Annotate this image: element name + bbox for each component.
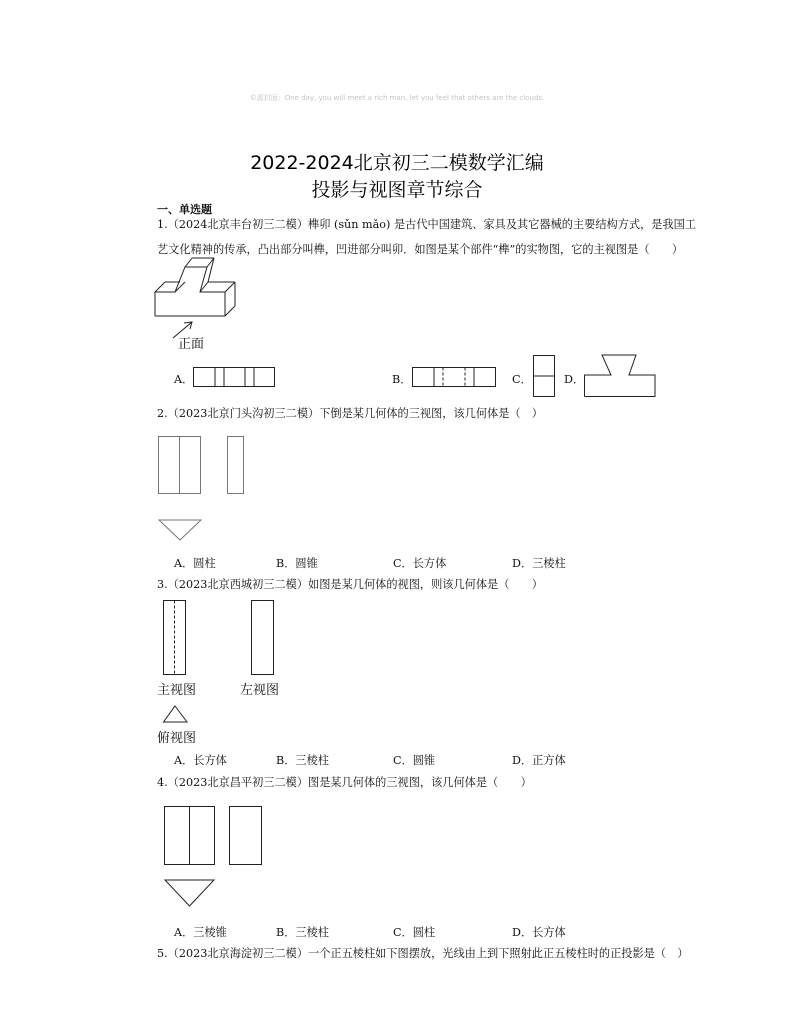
section-heading: 一、单选题 xyxy=(157,203,212,216)
q2-option-c: C．长方体 xyxy=(393,557,447,570)
q1-option-c-label: C． xyxy=(512,373,532,386)
page-title: 2022-2024北京初三二模数学汇编 xyxy=(250,152,544,174)
q2-top-view xyxy=(158,519,204,543)
q3-option-a: A．长方体 xyxy=(174,754,227,767)
q2-option-b: B．圆锥 xyxy=(276,557,318,570)
question-1-text-line2: 艺文化精神的传承，凸出部分叫榫，凹进部分叫卯．如图是某个部件“榫”的实物图，它的主视图是（ ） xyxy=(157,243,684,256)
q4-option-c: C．圆柱 xyxy=(393,926,436,939)
q4-option-b: B．三棱柱 xyxy=(276,926,329,939)
q3-left-view xyxy=(251,600,277,678)
q3-main-view-label: 主视图 xyxy=(157,683,197,698)
q3-option-c: C．圆锥 xyxy=(393,754,436,767)
q2-side-view xyxy=(227,436,247,498)
q4-option-d: D．长方体 xyxy=(512,926,566,939)
page-subtitle: 投影与视图章节综合 xyxy=(311,179,483,201)
question-5-text: 5.（2023北京海淀初三二模）一个正五棱柱如下图摆放，光线由上到下照射此正五棱柱时的正投影是（ ） xyxy=(157,947,689,960)
q4-option-a: A．三棱锥 xyxy=(174,926,227,939)
question-1-text-line1: 1.（2024北京丰台初三二模）榫卯 (sǔn mǎo) 是古代中国建筑、家具及其它器械的主要结构方式，是我国工 xyxy=(157,218,697,231)
q1-option-b-figure xyxy=(412,367,498,389)
question-2-text: 2.（2023北京门头沟初三二模）下倒是某几何体的三视图，该几何体是（ ） xyxy=(157,407,543,420)
q1-option-c-figure xyxy=(533,355,557,399)
q3-left-view-label: 左视图 xyxy=(240,683,280,698)
q4-top-view xyxy=(164,879,218,909)
q1-option-a-figure xyxy=(193,367,277,389)
q2-option-a: A．圆柱 xyxy=(174,557,216,570)
q4-front-view xyxy=(164,806,218,868)
front-label: 正面 xyxy=(178,337,205,352)
tenon-3d-figure xyxy=(150,262,250,342)
q1-option-d-figure xyxy=(584,353,660,399)
q3-option-d: D．正方体 xyxy=(512,754,566,767)
q3-top-view-label: 俯视图 xyxy=(157,731,197,746)
q3-main-view xyxy=(163,600,189,678)
q3-top-view xyxy=(163,705,191,725)
watermark: ©源封面：One day, you will meet a rich man, let you feel that others are the clouds. xyxy=(249,94,545,102)
q1-option-b-label: B． xyxy=(392,373,412,386)
q3-option-b: B．三棱柱 xyxy=(276,754,329,767)
q2-front-view xyxy=(158,436,204,498)
q1-option-a-label: A． xyxy=(174,373,194,386)
q1-option-d-label: D． xyxy=(564,373,585,386)
q4-side-view xyxy=(229,806,265,868)
question-4-text: 4.（2023北京昌平初三二模）图是某几何体的三视图，该几何体是（ ） xyxy=(157,776,532,789)
q2-option-d: D．三棱柱 xyxy=(512,557,566,570)
question-3-text: 3.（2023北京西城初三二模）如图是某几何体的视图，则该几何体是（ ） xyxy=(157,578,543,591)
